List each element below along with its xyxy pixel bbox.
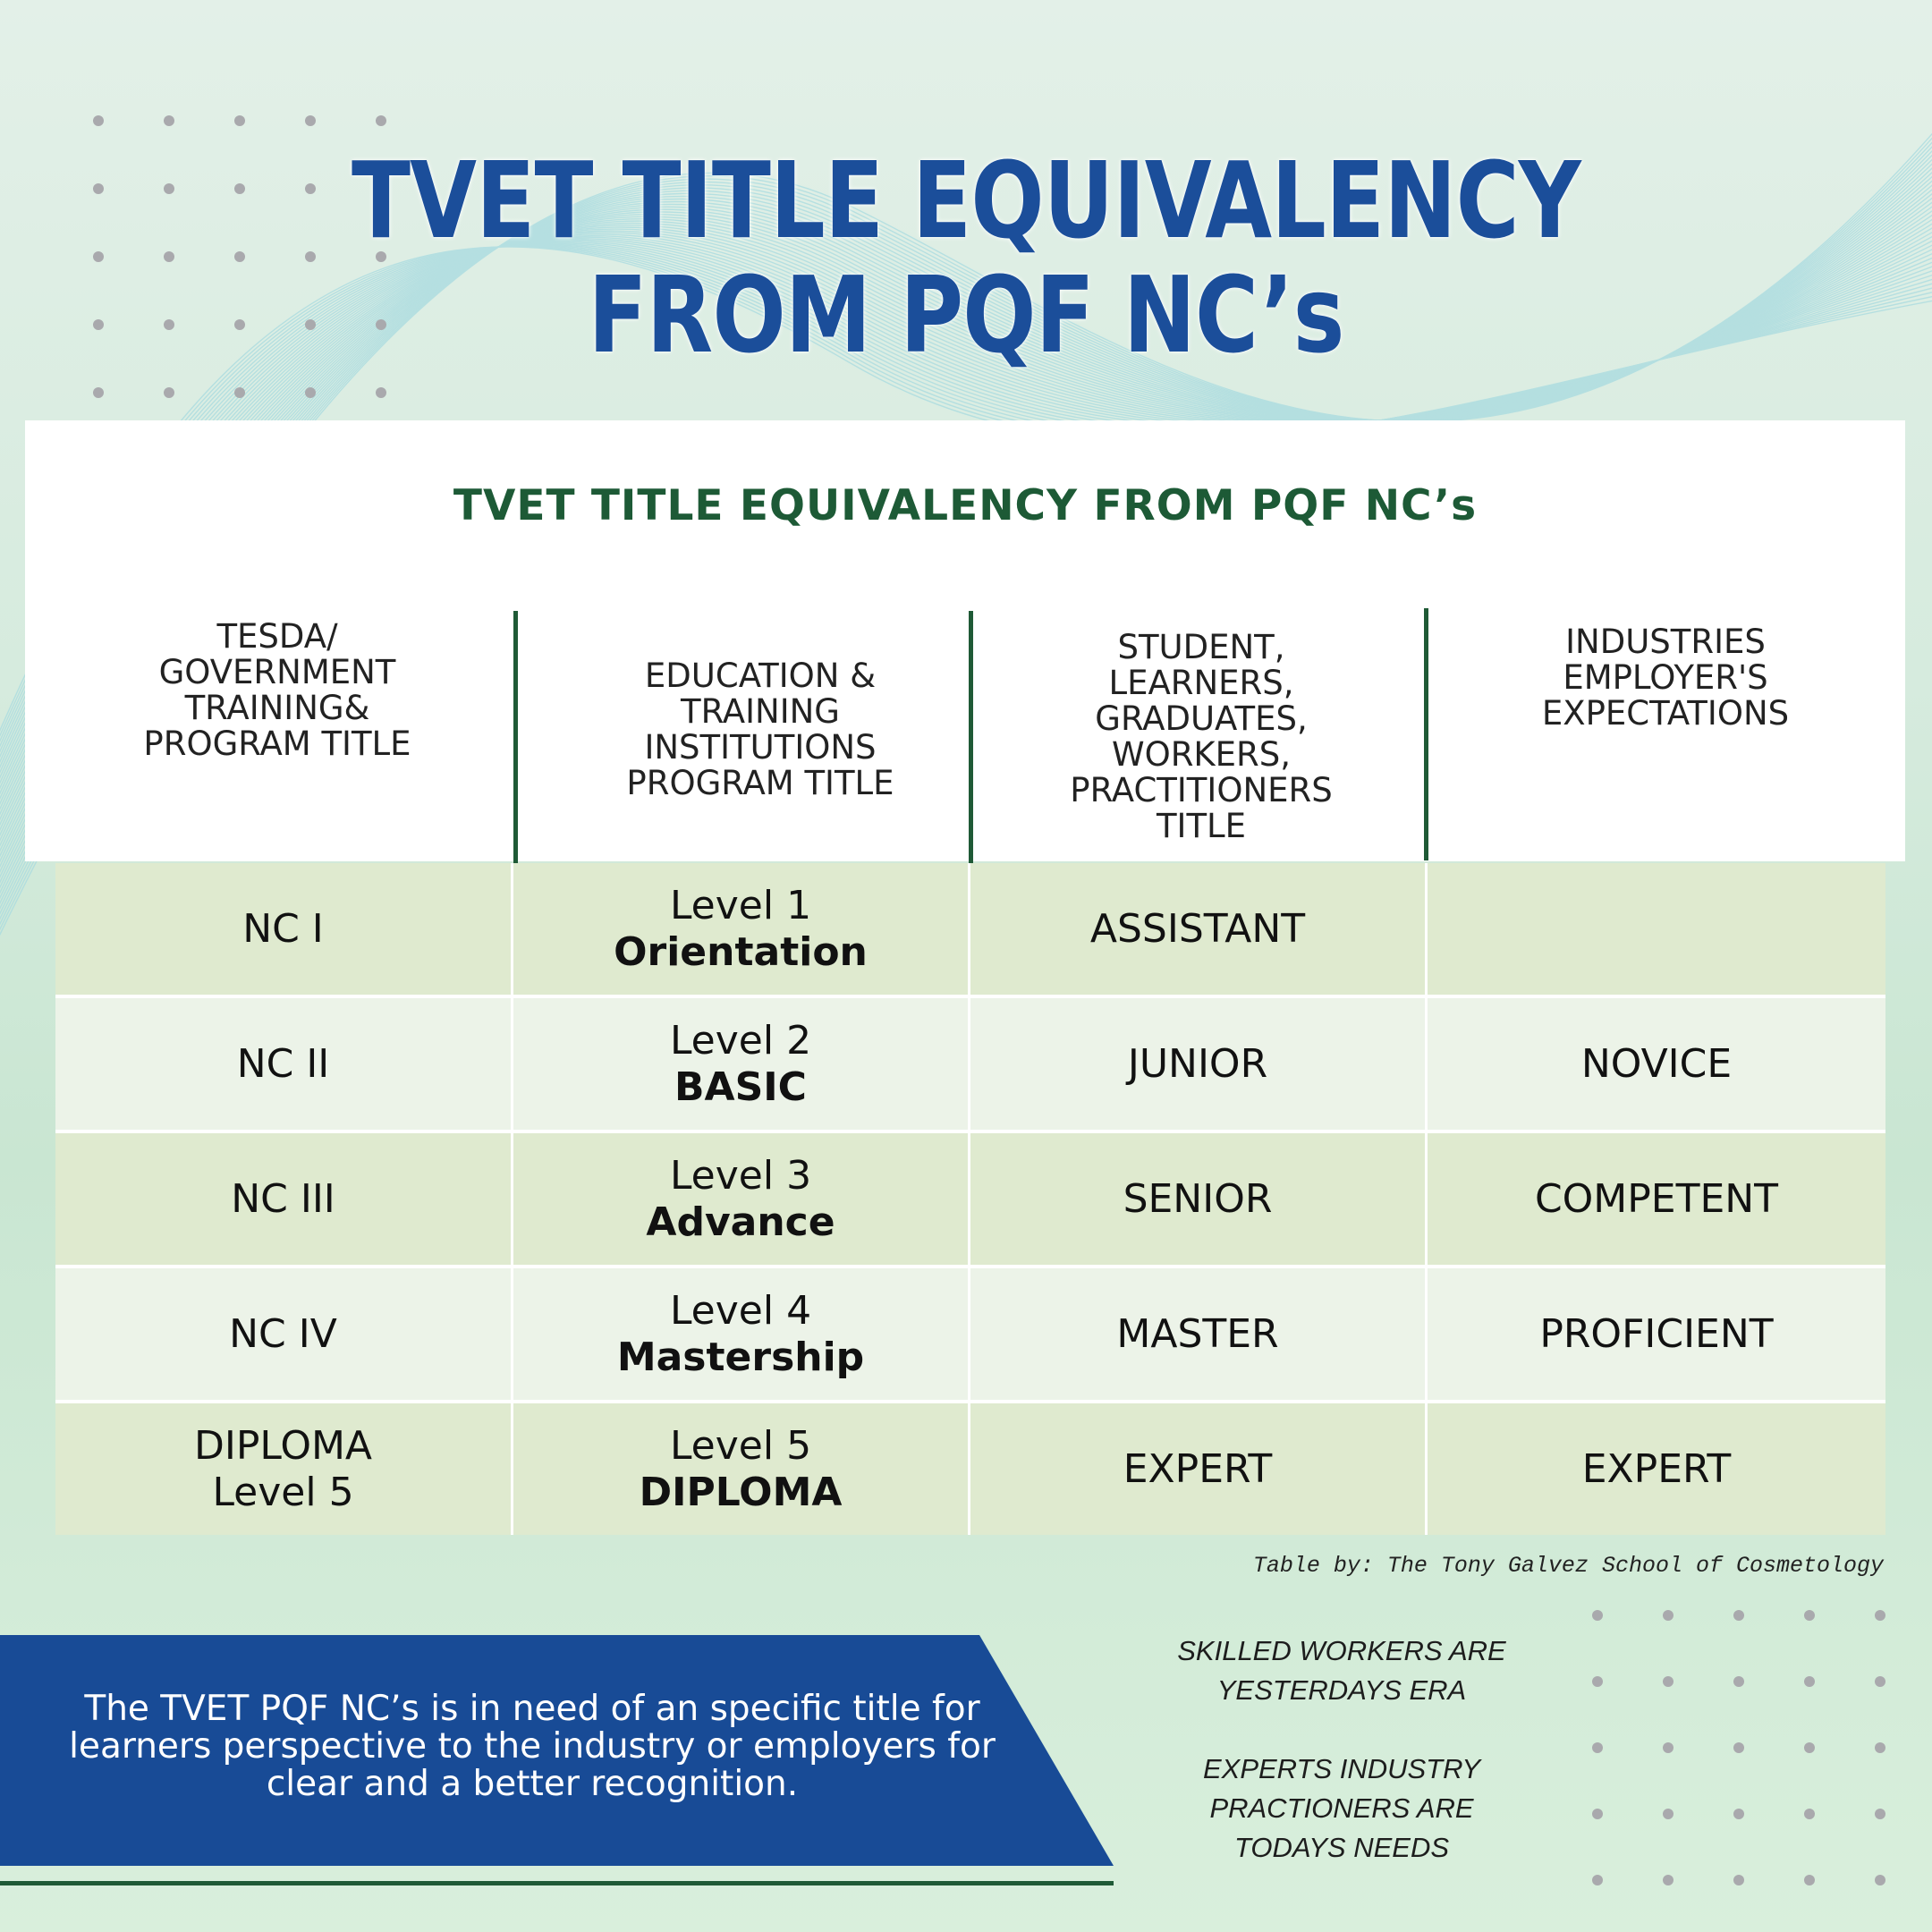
cell-tesda: NC III bbox=[55, 1133, 513, 1265]
decorative-dot bbox=[1592, 1676, 1603, 1687]
table-row bbox=[55, 998, 1885, 1130]
cell-industry bbox=[1428, 863, 1885, 995]
decorative-dot bbox=[164, 387, 174, 398]
cell-education: Level 2 BASIC bbox=[513, 998, 970, 1130]
cell-industry: NOVICE bbox=[1580, 1040, 1733, 1087]
decorative-dot bbox=[1875, 1742, 1885, 1753]
page-title-line-2: FROM PQF NC’s bbox=[588, 253, 1344, 377]
cell-industry: EXPERT bbox=[1581, 1445, 1732, 1492]
cell-student: MASTER bbox=[970, 1268, 1428, 1400]
table-title: TVET TITLE EQUIVALENCY FROM PQF NC’s bbox=[453, 481, 1478, 530]
cell-tesda: DIPLOMA Level 5 bbox=[55, 1403, 513, 1535]
cell-education: Level 5 DIPLOMA bbox=[513, 1403, 970, 1535]
cell-education: Level 1 Orientation bbox=[513, 863, 970, 995]
cell-student: ASSISTANT bbox=[970, 863, 1428, 995]
decorative-dot bbox=[1733, 1610, 1744, 1621]
decorative-dot bbox=[1663, 1742, 1674, 1753]
decorative-dot bbox=[1592, 1875, 1603, 1885]
decorative-dot bbox=[1875, 1610, 1885, 1621]
decorative-dot bbox=[1804, 1809, 1815, 1819]
decorative-dot bbox=[234, 115, 245, 126]
column-divider bbox=[969, 611, 973, 863]
cell-student: EXPERT bbox=[970, 1403, 1428, 1535]
decorative-dot bbox=[93, 319, 104, 330]
decorative-dot bbox=[1663, 1676, 1674, 1687]
decorative-dot bbox=[1804, 1742, 1815, 1753]
column-header-education: EDUCATION & TRAINING INSTITUTIONS PROGRAM TITLE bbox=[626, 657, 894, 802]
decorative-dot bbox=[164, 319, 174, 330]
cell-student: JUNIOR bbox=[970, 998, 1428, 1130]
column-header-tesda: TESDA/ GOVERNMENT TRAINING& PROGRAM TITLE bbox=[143, 617, 411, 763]
table-credit: Table by: The Tony Galvez School of Cosmetology bbox=[1252, 1553, 1884, 1579]
cell-tesda: NC IV bbox=[55, 1268, 513, 1400]
decorative-dot bbox=[1804, 1875, 1815, 1885]
page-title-line-1: TVET TITLE EQUIVALENCY bbox=[351, 139, 1581, 262]
table-row bbox=[55, 1133, 1885, 1265]
cell-tesda: NC I bbox=[55, 863, 513, 995]
table-row bbox=[55, 1268, 1885, 1400]
cell-education: Level 4 Mastership bbox=[513, 1268, 970, 1400]
decorative-dot bbox=[305, 387, 316, 398]
decorative-dot bbox=[164, 115, 174, 126]
cell-tesda: NC II bbox=[55, 998, 513, 1130]
note-experts-industry: EXPERTS INDUSTRY PRACTIONERS ARE TODAYS NEEDS bbox=[1202, 1753, 1481, 1863]
table-row bbox=[55, 1403, 1885, 1535]
decorative-dot bbox=[1875, 1875, 1885, 1885]
cell-student: SENIOR bbox=[970, 1133, 1428, 1265]
decorative-dot bbox=[1804, 1610, 1815, 1621]
decorative-dot bbox=[376, 387, 386, 398]
decorative-dot bbox=[1663, 1875, 1674, 1885]
column-divider bbox=[513, 611, 518, 863]
decorative-dot bbox=[305, 115, 316, 126]
column-divider bbox=[1424, 608, 1428, 860]
note-skilled-workers: SKILLED WORKERS ARE YESTERDAYS ERA bbox=[1177, 1635, 1506, 1706]
decorative-dot bbox=[1592, 1742, 1603, 1753]
column-header-student: STUDENT, LEARNERS, GRADUATES, WORKERS, PRACTITIONERS TITLE bbox=[1070, 628, 1333, 845]
decorative-dot bbox=[1875, 1676, 1885, 1687]
decorative-dot bbox=[1804, 1676, 1815, 1687]
decorative-dot bbox=[234, 387, 245, 398]
decorative-dot bbox=[1733, 1742, 1744, 1753]
decorative-dot bbox=[1733, 1676, 1744, 1687]
decorative-dot bbox=[1592, 1809, 1603, 1819]
cell-education: Level 3 Advance bbox=[513, 1133, 970, 1265]
decorative-dot bbox=[93, 183, 104, 194]
decorative-dot bbox=[1733, 1809, 1744, 1819]
page-title bbox=[174, 139, 1758, 377]
decorative-dot bbox=[93, 251, 104, 262]
column-header-industry: INDUSTRIES EMPLOYER'S EXPECTATIONS bbox=[1541, 623, 1790, 733]
cell-industry: PROFICIENT bbox=[1539, 1310, 1774, 1357]
decorative-dot bbox=[93, 115, 104, 126]
decorative-dot bbox=[164, 183, 174, 194]
decorative-dot bbox=[93, 387, 104, 398]
decorative-dot bbox=[1592, 1610, 1603, 1621]
decorative-dot bbox=[376, 115, 386, 126]
decorative-dot bbox=[1733, 1875, 1744, 1885]
table-row bbox=[55, 863, 1885, 995]
decorative-dot bbox=[1663, 1610, 1674, 1621]
decorative-dot bbox=[1663, 1809, 1674, 1819]
decorative-dot bbox=[164, 251, 174, 262]
decorative-dot bbox=[1875, 1809, 1885, 1819]
cell-industry: COMPETENT bbox=[1534, 1175, 1779, 1222]
banner-text: The TVET PQF NC’s is in need of an specific title for learners perspective to the industry or employers for clear and a better recognition. bbox=[69, 1689, 996, 1804]
bottom-rule bbox=[0, 1881, 1114, 1885]
